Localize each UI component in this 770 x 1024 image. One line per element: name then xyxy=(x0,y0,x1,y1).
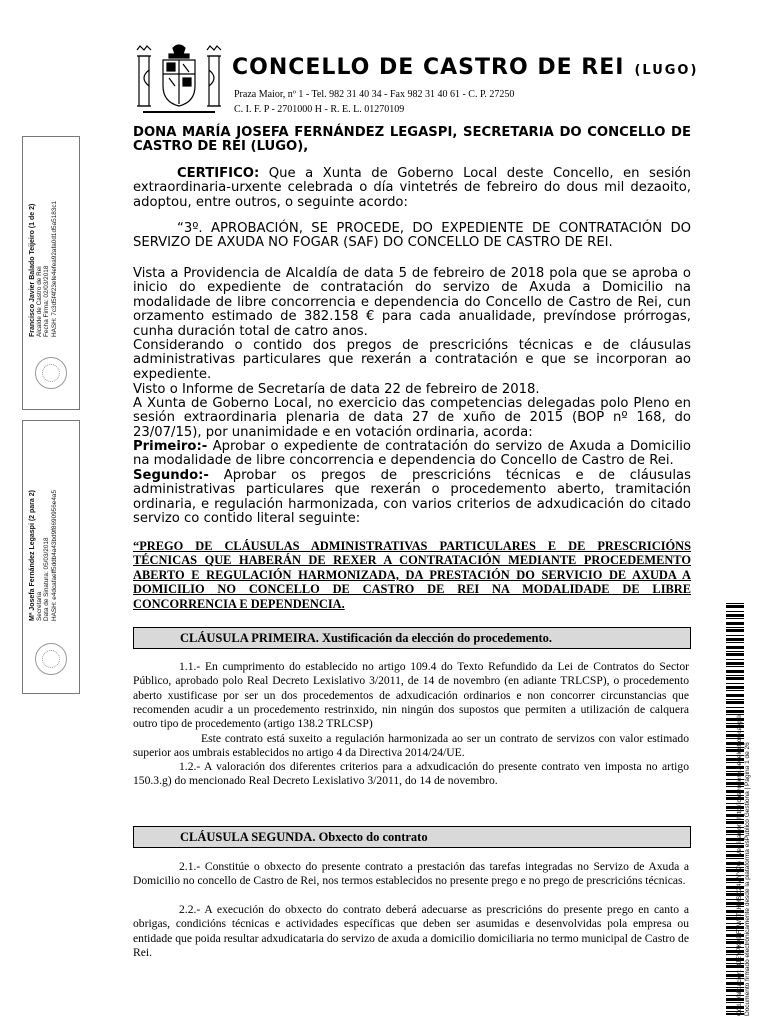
agenda-item-3: “3º. APROBACIÓN, SE PROCEDE, DO EXPEDIENTE DE CONTRATACIÓN DO SERVIZO DE AXUDA NO FOGAR (SAF) DO CONCELLO DE CASTRO DE REI. xyxy=(133,221,691,251)
signer-2-name: Mª Josefa Fernández Legaspi (2 para 2) xyxy=(29,490,36,621)
clausula-2-paragraph-1: 2.1.- Constitúe o obxecto do presente contrato a prestación das tarefas integradas no Servizo de Axuda a Domicilio no concello de Castro de Rei, nos termos establecidos no presente prego e no prego de prescricións técnicas. xyxy=(133,860,689,888)
signer-1-date: Fecha Firma: 02/03/2018 xyxy=(43,265,51,337)
clausula-1-paragraph-1: 1.1.- En cumprimento do establecido no artigo 109.4 do Texto Refundido da Lei de Contratos do Sector Público, aprobado polo Real Decreto Lexislativo 3/2011, de 14 de novembro (en adiante TRLCSP), o procedemento aberto xustificase por ser un dos procedementos de adxudicación ordinarios e non concorrer circunstancias que recomenden acudir a un procedemento restrinxido, nin ningún dos supostos que permiten a utilización de calquera outro tipo de procedemento (artigo 138.2 TRLCSP) xyxy=(133,660,689,731)
signature-1-text xyxy=(29,201,58,337)
primeiro-label: Primeiro:- xyxy=(133,439,208,454)
clausula-2-heading: CLÁUSULA SEGUNDA. Obxecto do contrato xyxy=(133,826,691,848)
signer-1-name: Francisco Javier Balado Teijeiro (1 de 2) xyxy=(29,203,36,337)
signer-1-role: Alcalde de Castro de Rei xyxy=(36,266,44,337)
verification-code: Cód. Validación: 3JEYPKXDFTWLTLHHSD24 AYY7G | Verificación: http://castroderei.sedelectronica.gal/ xyxy=(736,714,743,1016)
signature-seal-icon xyxy=(35,357,67,389)
clausula-1-paragraph-3: 1.2.- A valoración dos diferentes criterios para a adxudicación do presente contrato ven imposta no artigo 150.3.g) do mencionado Real Decreto Lexislativo 3/2011, do 14 de novembro. xyxy=(133,760,689,788)
signature-seal-icon xyxy=(35,643,67,675)
clausula-2-paragraph-2: 2.2.- A execución do obxecto do contrato deberá adecuarse as prescricións do presente prego en canto a obrigas, condicións técnicas e actividades específicas que deben ser asumidas e desenvolvidas pola empresa ou entidade que poida resultar adxudicataria do servizo de axuda a domicilio domiciliaria no termo municipal de Castro de Rei. xyxy=(133,903,689,959)
signer-2-hash: HASH: e4dcafaeff5ddb4a43bd9f8690956e4a5 xyxy=(50,489,58,621)
visto-paragraph: Visto o Informe de Secretaría de data 22 de febreiro de 2018. xyxy=(133,382,540,397)
vista-paragraph: Vista a Providencia de Alcaldía de data 5 de febreiro de 2018 pola que se aproba o inicio do expediente de contratación do servizo de Axuda a Domicilio na modalidade de libre concorrencia e dependencia do Concello de Castro de Rei, cun orzamento estimado de 382.158 € para cada anualidade, prevíndose prórrogas, cunha duración total de catro anos. xyxy=(133,266,691,339)
primeiro-paragraph xyxy=(133,440,691,469)
signature-block-1 xyxy=(22,136,80,410)
verification-platform: Documento firmado electrónicamente desde la plataforma esPublico Gestiona | Página 1 de 26 xyxy=(744,742,751,1016)
document-title: DONA MARÍA JOSEFA FERNÁNDEZ LEGASPI, SECRETARIA DO CONCELLO DE CASTRO DE REI (LUGO), xyxy=(133,125,691,155)
province-label: (LUGO) xyxy=(634,63,699,78)
clausula-1-paragraph-2: Este contrato está suxeito a regulación harmonizada ao ser un contrato de servizos con valor estimado superior aos umbrais establecidos no artigo 4 da Directiva 2014/24/UE. xyxy=(133,732,689,760)
coat-of-arms-icon xyxy=(133,42,225,118)
segundo-paragraph xyxy=(133,469,691,527)
signature-2-text xyxy=(29,490,58,621)
certifico-text: Que a Xunta de Goberno Local deste Concello, en sesión extraordinaria-urxente celebrada o día vintetrés de febreiro do dous mil dezaoito, adoptou, entre outros, o seguinte acordo: xyxy=(133,166,691,210)
signer-2-date: Data de Sinatura: 05/03/2018 xyxy=(43,537,51,621)
segundo-label: Segundo:- xyxy=(133,468,209,483)
council-title: CONCELLO DE CASTRO DE REI (LUGO) xyxy=(232,55,699,80)
signer-1-hash: HASH: 7c3d5f4f23efe4efea92afa0d1d5a5183c1 xyxy=(50,200,58,337)
signature-block-2 xyxy=(22,420,80,694)
segundo-text: Aprobar os pregos de prescricións técnicas e de cláusulas administrativas particulares que rexerán o procedemento aberto, tramitación ordinaria, e regulación harmonizada, con varios criterios de adxudicación do citado servizo co contido literal seguinte: xyxy=(133,468,691,527)
certifico-paragraph xyxy=(133,167,691,210)
address-line: Praza Maior, nº 1 - Tel. 982 31 40 34 - Fax 982 31 40 61 - C. P. 27250 xyxy=(234,89,515,100)
clausula-1-heading: CLÁUSULA PRIMEIRA. Xustificación da elección do procedemento. xyxy=(133,627,691,649)
signer-2-role: Secretaria xyxy=(36,591,44,621)
verification-text xyxy=(736,714,752,1016)
certifico-label: CERTIFICO: xyxy=(177,166,260,181)
tax-id-line: C. I. F. P - 2701000 H - R. E. L. 01270109 xyxy=(234,104,405,115)
prego-title: “PREGO DE CLÁUSULAS ADMINISTRATIVAS PARTICULARES E DE PRESCRICIÓNS TÉCNICAS QUE HABERÁN DE REXER A CONTRATACIÓN MEDIANTE PROCEDEMENTO ABERTO E REGULACIÓN HARMONIZADA, DA PRESTACIÓN DO SERVICIO DE AXUDA A DOMICILIO NO CONCELLO DE CASTRO DE REI NA MODALIDADE DE LIBRE CONCORRENCIA E DEPENDENCIA. xyxy=(133,539,691,611)
xunta-paragraph: A Xunta de Goberno Local, no exercicio das competencias delegadas polo Pleno en sesión extraordinaria plenaria de data 27 de xuño de 2015 (BOP nº 168, do 23/07/15), por unanimidade e en votación ordinaria, acorda: xyxy=(133,396,691,440)
primeiro-text: Aprobar o expediente de contratación do servizo de Axuda a Domicilio na modalidade de libre concorrencia e dependencia do Concello de Castro de Rei. xyxy=(133,439,691,469)
considerando-paragraph: Considerando o contido dos pregos de prescricións técnicas e de cláusulas administrativas particulares que rexerán a contratación e que se incorporan ao expediente. xyxy=(133,338,691,382)
